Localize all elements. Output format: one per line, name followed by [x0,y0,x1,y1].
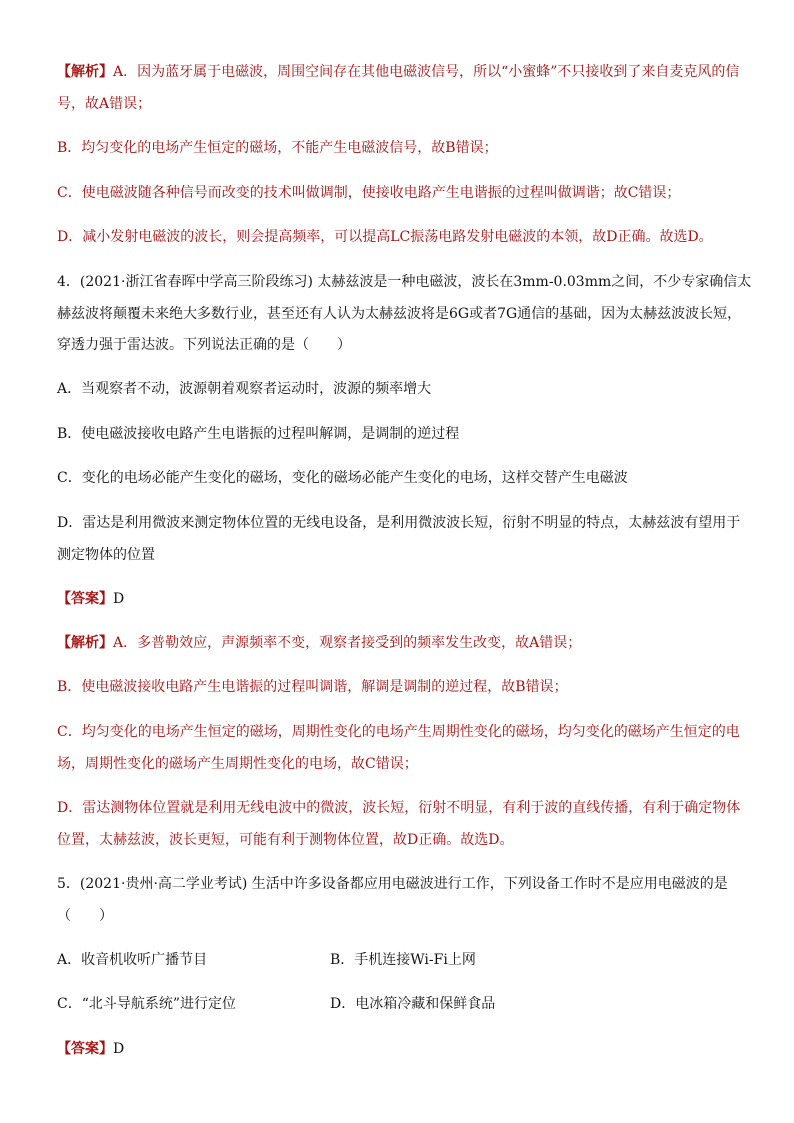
answer-tag: 【答案】 [57,591,113,607]
question-4-explanation-d: 位置，太赫兹波，波长更短，可能有利于测物体位置，故D正确。故选D。 [57,832,514,848]
question-5-option-a: A．收音机收听广播节目 [57,952,208,968]
question-4-explanation-b: B．使电磁波接收电路产生电谐振的过程叫调谐，解调是调制的逆过程，故B错误； [57,679,568,695]
explanation-line: 【解析】A．因为蓝牙属于电磁波，周围空间存在其他电磁波信号，所以“小蜜蜂”不只接收到了来自麦克风的信 [57,64,740,80]
question-5-option-c: C．“北斗导航系统”进行定位 [57,996,237,1012]
explanation-option-d: D．减小发射电磁波的波长，则会提高频率，可以提高LC振荡电路发射电磁波的本领，故D正确。故选D。 [57,229,713,245]
question-4-stem: 4．(2021·浙江省春晖中学高三阶段练习) 太赫兹波是一种电磁波，波长在3mm-0.03mm之间，不少专家确信太 [57,274,752,290]
question-4-option-c: C．变化的电场必能产生变化的磁场，变化的磁场必能产生变化的电场，这样交替产生电磁波 [57,470,628,486]
explanation-line: 号，故A错误； [57,96,152,112]
question-5-answer: 【答案】D [57,1041,125,1057]
explanation-tag: 【解析】 [57,635,113,651]
question-4-option-b: B．使电磁波接收电路产生电谐振的过程叫解调，是调制的逆过程 [57,426,460,442]
question-4-option-d: D．雷达是利用微波来测定物体位置的无线电设备，是利用微波波长短，衍射不明显的特点，太赫兹波有望用于 [57,515,741,531]
question-4-option-d: 测定物体的位置 [57,547,155,563]
question-5-option-d: D．电冰箱冷藏和保鲜食品 [330,996,496,1012]
explanation-tag: 【解析】 [57,64,113,80]
explanation-option-c: C．使电磁波随各种信号而改变的技术叫做调制，使接收电路产生电谐振的过程叫做调谐；故C错误； [57,185,681,201]
answer-tag: 【答案】 [57,1041,113,1057]
question-4-option-a: A．当观察者不动，波源朝着观察者运动时，波源的频率增大 [57,381,432,397]
question-4-stem: 穿透力强于雷达波。下列说法正确的是（ ） [57,337,351,353]
question-5-stem: 5．(2021·贵州·高二学业考试) 生活中许多设备都应用电磁波进行工作，下列设备工作时不是应用电磁波的是 [57,876,728,892]
question-5-stem: （ ） [57,908,113,924]
question-4-explanation-c: C．均匀变化的电场产生恒定的磁场，周期性变化的电场产生周期性变化的磁场，均匀变化的磁场产生恒定的电 [57,724,740,740]
question-4-explanation-d: D．雷达测物体位置就是利用无线电波中的微波，波长短，衍射不明显，有利于波的直线传播，有利于确定物体 [57,800,741,816]
question-4-stem: 赫兹波将颠覆未来绝大多数行业，甚至还有人认为太赫兹波将是6G或者7G通信的基础，因为太赫兹波波长短， [57,306,742,322]
question-4-answer: 【答案】D [57,591,125,607]
question-4-explanation-c: 场，周期性变化的磁场产生周期性变化的电场，故C错误； [57,756,418,772]
question-5-option-b: B．手机连接Wi-Fi上网 [330,952,476,968]
question-4-explanation-a: 【解析】A．多普勒效应，声源频率不变，观察者接受到的频率发生改变，故A错误； [57,635,582,651]
explanation-option-b: B．均匀变化的电场产生恒定的磁场，不能产生电磁波信号，故B错误； [57,140,498,156]
